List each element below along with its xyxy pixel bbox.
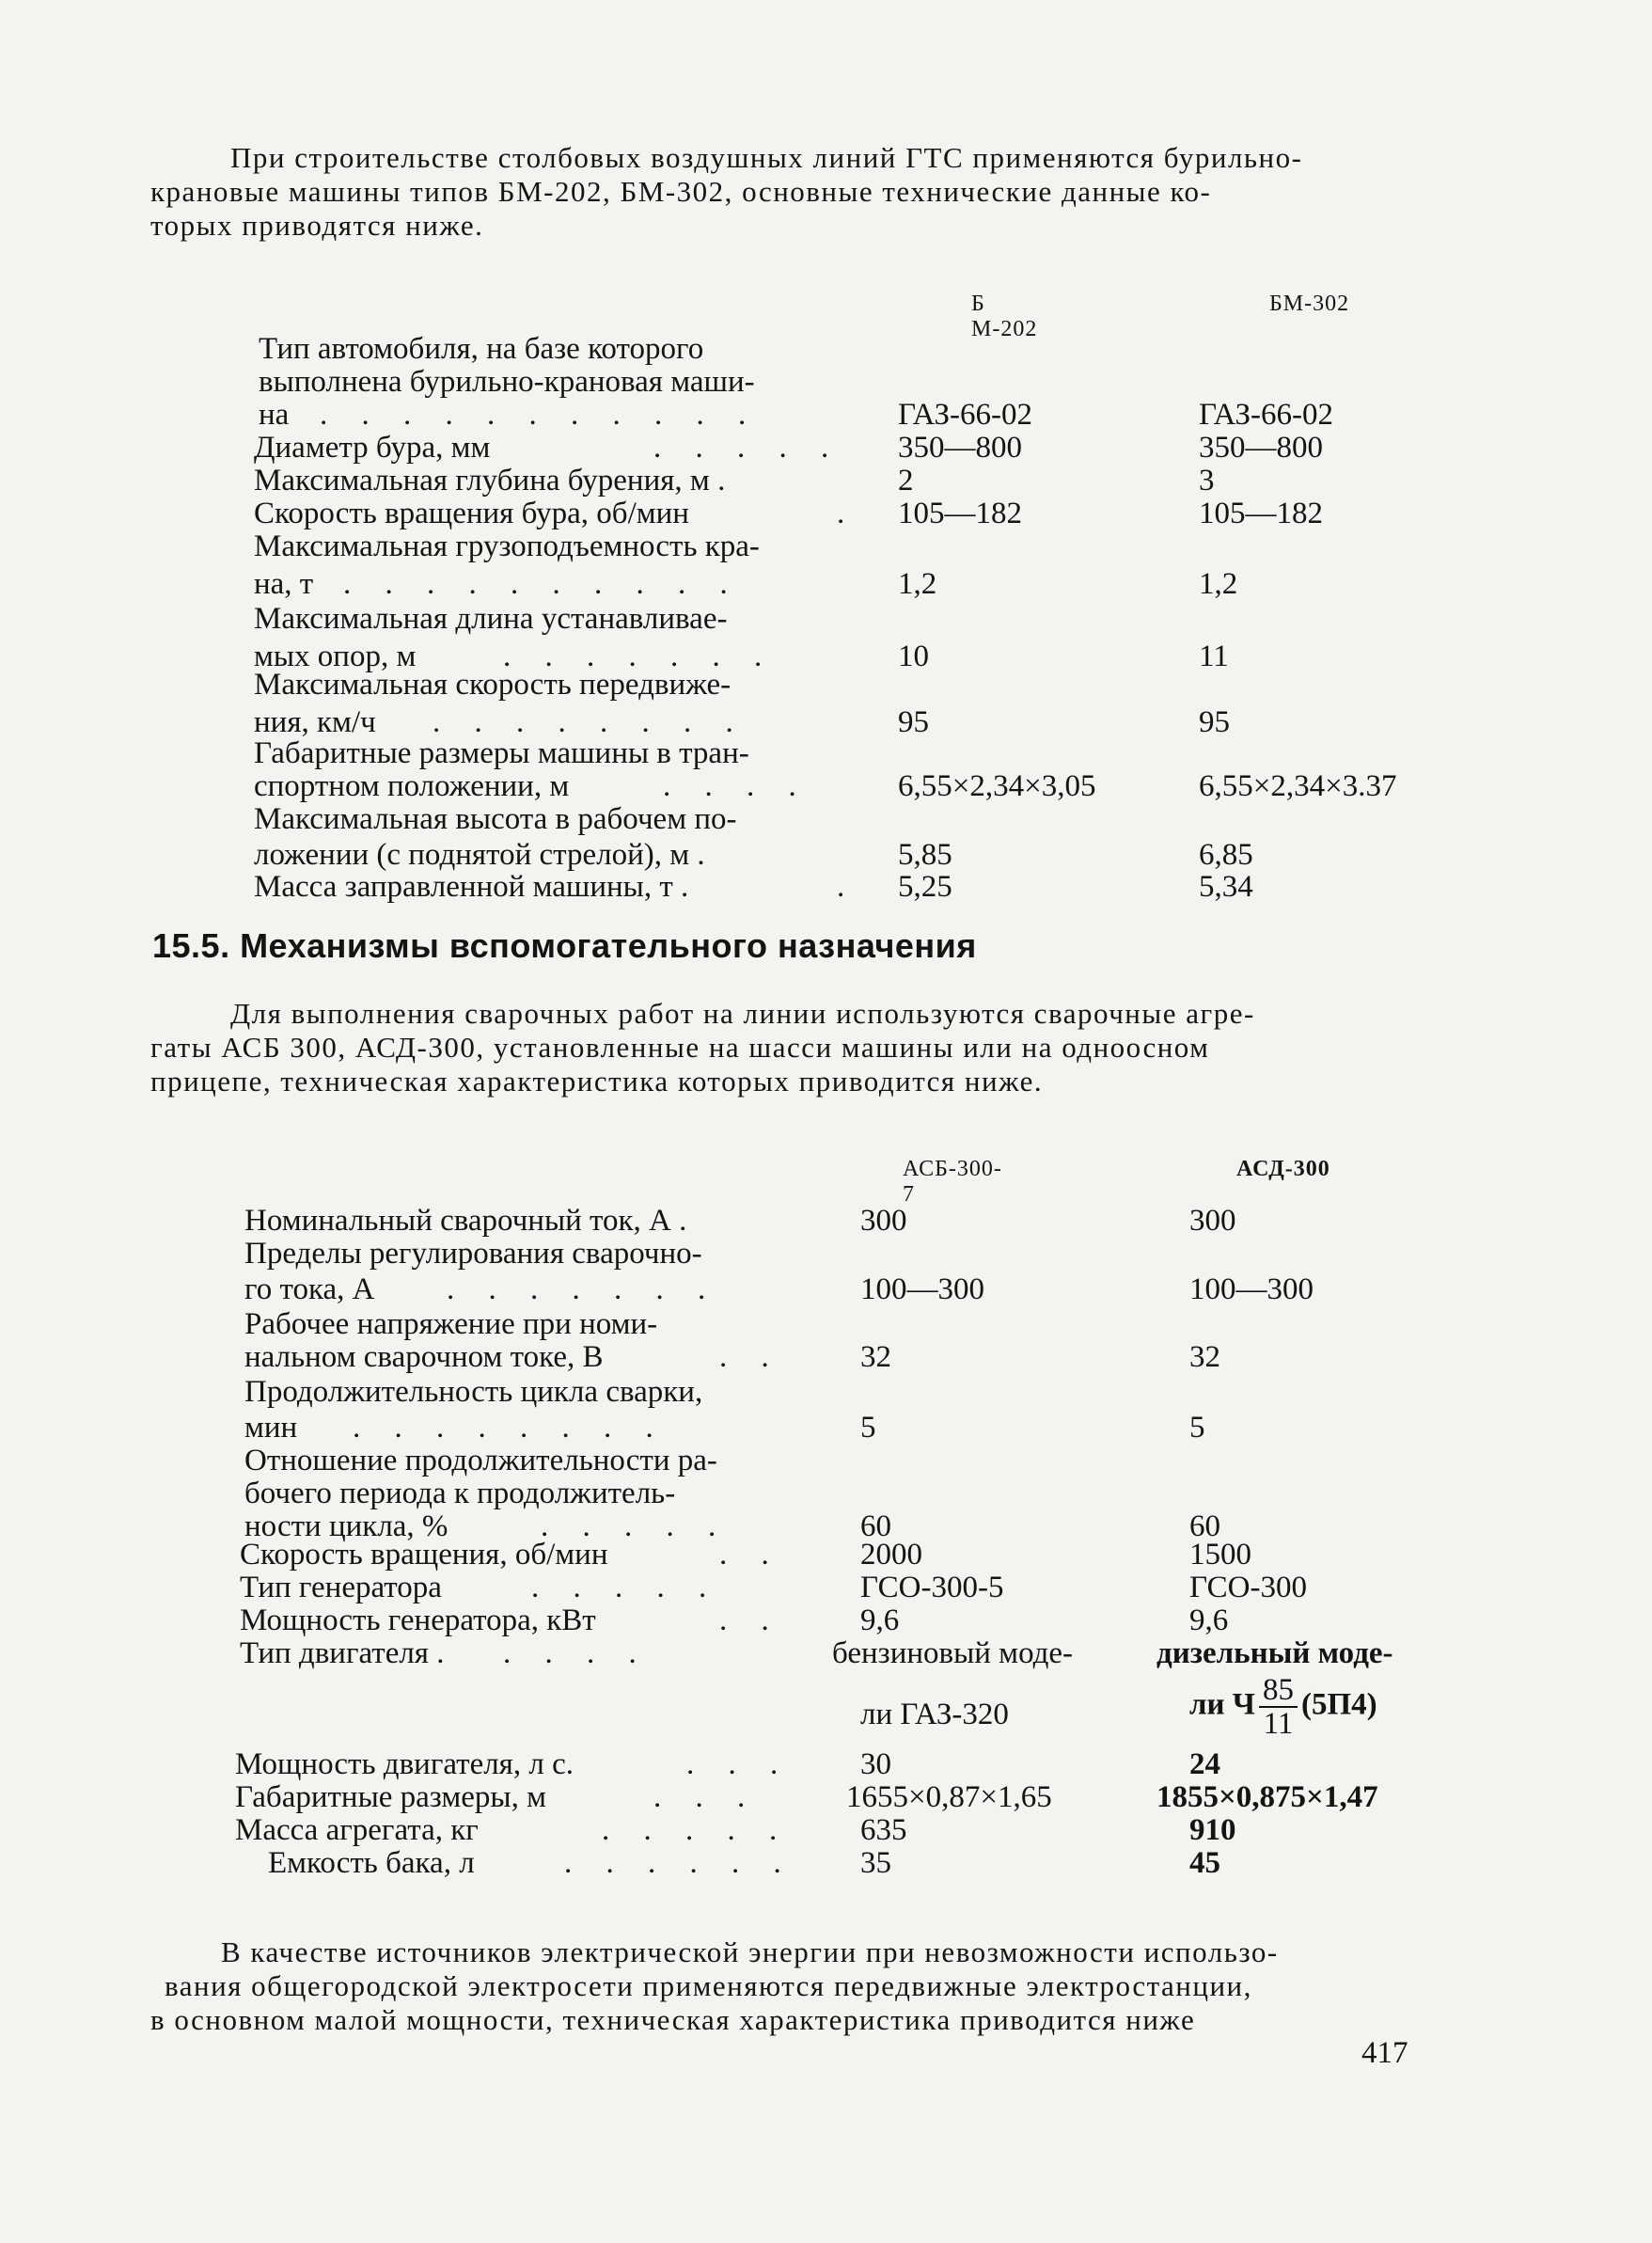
table1-value-col1: 5,85 (898, 838, 952, 872)
leader-dots: . . . . . (653, 431, 842, 465)
leader-dots: . . . . . . . . (433, 705, 747, 739)
row-label: Максимальная скорость передвиже- (254, 668, 732, 702)
cylinder-fraction (1259, 1674, 1298, 1740)
row-label: Мощность двигателя, л с. (235, 1747, 574, 1781)
table2-value-col1: 60 (860, 1509, 891, 1543)
row-label: Номинальный сварочный ток, А . (244, 1204, 687, 1238)
table2-value-col1: 2000 (860, 1538, 922, 1572)
table2-value-col2: 300 (1189, 1204, 1236, 1238)
leader-dots: . (837, 497, 858, 530)
row-label: Габаритные размеры, м (235, 1780, 546, 1814)
table2-value-col1: 100—300 (860, 1272, 984, 1306)
row-label: ложении (с поднятой стрелой), м . (254, 838, 705, 872)
table2-value-col2: 24 (1189, 1747, 1220, 1781)
leader-dots: . . (719, 1538, 782, 1572)
table2-value-col1: 9,6 (860, 1603, 900, 1637)
leader-dots: . . . . . . . . (353, 1411, 667, 1445)
leader-dots: . . (719, 1340, 782, 1374)
leader-dots: . . . (653, 1780, 759, 1814)
table2-value-col2: 1855×0,875×1,47 (1156, 1780, 1378, 1814)
table1-value-col1: 6,55×2,34×3,05 (898, 769, 1096, 803)
table2-value-col1: бензиновый моде- (832, 1636, 1074, 1670)
table2-value-col2: ГСО-300 (1189, 1571, 1307, 1604)
table2-value-col2: 5 (1189, 1411, 1205, 1445)
row-label: Максимальная грузоподъемность кра- (254, 529, 760, 563)
row-label: на (259, 398, 290, 432)
leader-dots: . . . . (503, 1636, 650, 1670)
leader-dots: . . (719, 1603, 782, 1637)
row-label: Тип автомобиля, на базе которого (259, 332, 704, 366)
row-label: Масса агрегата, кг (235, 1813, 479, 1847)
page-number: 417 (1361, 2036, 1408, 2070)
table1-value-col2: 3 (1199, 464, 1215, 498)
table2-value-col2: 45 (1189, 1846, 1220, 1880)
welding-line-2: гаты АСБ 300, АСД-300, установленные на шасси машины или на одноосном (150, 1031, 1210, 1064)
table1-value-col2: 6,55×2,34×3.37 (1199, 769, 1397, 803)
table1-value-col1: 350—800 (898, 431, 1022, 465)
row-label: нальном сварочном токе, В (244, 1340, 604, 1374)
table1-col1-header: Б М-202 (971, 292, 1038, 341)
intro-line-1: При строительстве столбовых воздушных линий ГТС применяются бурильно- (230, 141, 1303, 174)
table1-value-col2: 1,2 (1199, 567, 1238, 601)
row-label: спортном положении, м (254, 769, 570, 803)
row-label: Мощность генератора, кВт (240, 1603, 596, 1637)
closing-line-2: вания общегородской электросети применяются передвижные электростанции, (165, 1969, 1252, 2002)
table2-value-col1: 5 (860, 1411, 876, 1445)
row-label: Диаметр бура, мм (254, 431, 491, 465)
table2-value-col1: 32 (860, 1340, 891, 1374)
closing-paragraph (150, 1935, 1448, 2037)
table2-value-col2: 910 (1189, 1813, 1236, 1847)
row-label: выполнена бурильно-крановая маши- (259, 365, 755, 399)
table2-value-col2: 100—300 (1189, 1272, 1314, 1306)
leader-dots: . . . . . . . . . . (343, 567, 741, 601)
row-label: на, т (254, 567, 314, 601)
row-label: Отношение продолжительности ра- (244, 1444, 717, 1477)
table1-value-col1: 105—182 (898, 497, 1022, 530)
leader-dots: . . . . . (541, 1509, 730, 1543)
row-label: Емкость бака, л (268, 1846, 475, 1880)
table2-value-col1: 1655×0,87×1,65 (846, 1780, 1052, 1814)
fraction-numerator: 85 (1259, 1674, 1298, 1708)
table2-value-col2: 9,6 (1189, 1603, 1229, 1637)
table1-value-col1: 95 (898, 705, 929, 739)
table2-value-col1: 635 (860, 1813, 907, 1847)
table1-value-col2: 350—800 (1199, 431, 1323, 465)
leader-dots: . (837, 870, 858, 904)
table2-value-col1: ГСО-300-5 (860, 1571, 1004, 1604)
table2-value-col1: 300 (860, 1204, 907, 1238)
row-label: го тока, А (244, 1272, 375, 1306)
leader-dots: . . . . . . (564, 1846, 795, 1880)
table1-value-col1: 2 (898, 464, 914, 498)
table2-col1-header: АСБ-300-7 (903, 1157, 1002, 1207)
leader-dots: . . . . . (602, 1813, 791, 1847)
row-label: Габаритные размеры машины в тран- (254, 736, 749, 770)
fraction-denominator: 11 (1263, 1707, 1294, 1741)
table1-value-col2: 5,34 (1199, 870, 1253, 904)
intro-paragraph (150, 141, 1439, 243)
welding-paragraph (150, 997, 1439, 1098)
row-label: мых опор, м (254, 640, 417, 673)
leader-dots: . . . . . . . (503, 640, 776, 673)
row-label: Тип двигателя . (240, 1636, 445, 1670)
table2-col2-header: АСД-300 (1236, 1157, 1330, 1181)
table1-value-col1: 5,25 (898, 870, 952, 904)
table2-value-col2: 1500 (1189, 1538, 1251, 1572)
leader-dots: . . . (686, 1747, 792, 1781)
table1-value-col2: 105—182 (1199, 497, 1323, 530)
table2-value-col1: 35 (860, 1846, 891, 1880)
table2-value-col2: 32 (1189, 1340, 1220, 1374)
row-label: Максимальная высота в рабочем по- (254, 802, 737, 836)
table1-col2-header: БМ-302 (1269, 292, 1350, 316)
row-label: Скорость вращения, об/мин (240, 1538, 608, 1572)
row-label: Максимальная глубина бурения, м . (254, 464, 726, 498)
section-heading: 15.5. Механизмы вспомогательного назначения (152, 926, 977, 965)
table1-value-col1: 10 (898, 640, 929, 673)
row-label: Продолжительность цикла сварки, (244, 1375, 703, 1409)
leader-dots: . . . . . (531, 1571, 720, 1604)
table2-value-col2: 60 (1189, 1509, 1220, 1543)
closing-line-1: В качестве источников электрической энергии при невозможности использо- (221, 1935, 1279, 1968)
engine-model-prefix: ли Ч (1189, 1687, 1255, 1722)
closing-line-3: в основном малой мощности, техническая характеристика приводится ниже (150, 2003, 1196, 2036)
welding-line-1: Для выполнения сварочных работ на линии используются сварочные агре- (230, 997, 1255, 1030)
engine-model-formula (1189, 1674, 1377, 1740)
row-label: Масса заправленной машины, т . (254, 870, 689, 904)
table1-value-col1: 1,2 (898, 567, 937, 601)
table2-value-col1-line2: ли ГАЗ-320 (860, 1698, 1009, 1731)
table1-value-col2: 11 (1199, 640, 1229, 673)
row-label: ния, км/ч (254, 705, 376, 739)
row-label: Рабочее напряжение при номи- (244, 1307, 658, 1341)
row-label: Скорость вращения бура, об/мин (254, 497, 689, 530)
table1-value-col2: ГАЗ-66-02 (1199, 398, 1334, 432)
table1-value-col1: ГАЗ-66-02 (898, 398, 1033, 432)
welding-line-3: прицепе, техническая характеристика которых приводится ниже. (150, 1065, 1044, 1098)
table1-value-col2: 95 (1199, 705, 1230, 739)
leader-dots: . . . . . . . . . . . (320, 398, 760, 432)
row-label: мин (244, 1411, 298, 1445)
leader-dots: . . . . (663, 769, 810, 803)
table2-value-col2: дизельный моде- (1156, 1636, 1393, 1670)
table2-value-col1: 30 (860, 1747, 891, 1781)
row-label: Тип генератора (240, 1571, 442, 1604)
row-label: ности цикла, % (244, 1509, 448, 1543)
intro-line-2: крановые машины типов БМ-202, БМ-302, основные технические данные ко- (150, 175, 1212, 208)
table1-value-col2: 6,85 (1199, 838, 1253, 872)
row-label: Максимальная длина устанавливае- (254, 602, 728, 636)
intro-line-3: торых приводятся ниже. (150, 209, 484, 242)
row-label: Пределы регулирования сварочно- (244, 1237, 702, 1271)
leader-dots: . . . . . . . (447, 1272, 719, 1306)
row-label: бочего периода к продолжитель- (244, 1477, 676, 1510)
engine-model-suffix: (5П4) (1301, 1687, 1377, 1722)
